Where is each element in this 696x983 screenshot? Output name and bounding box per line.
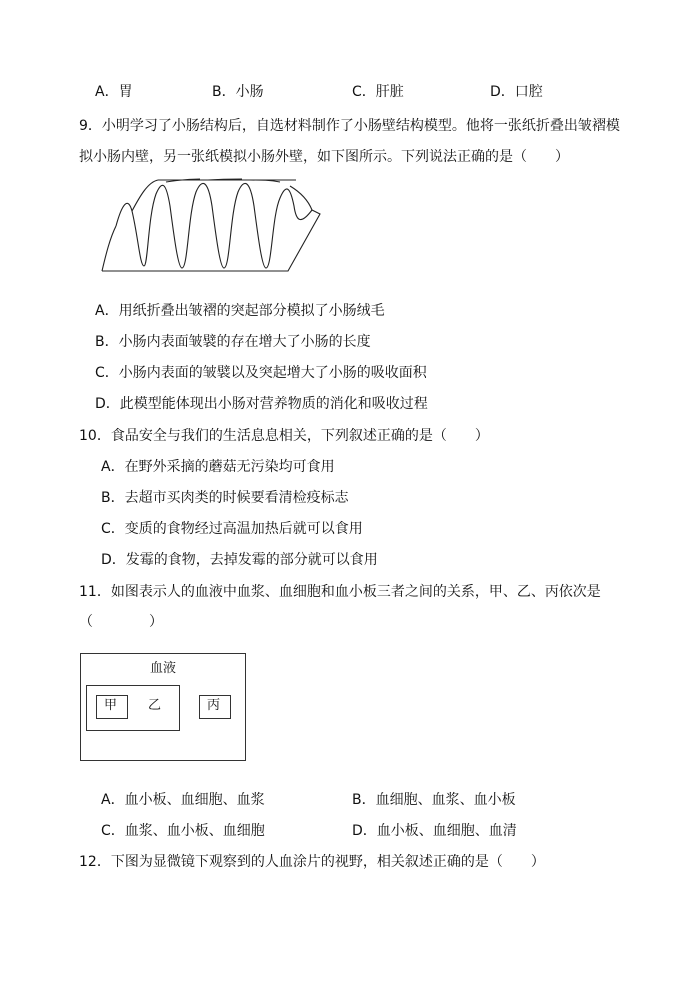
q9-option-b: B．小肠内表面皱襞的存在增大了小肠的长度 — [95, 334, 371, 350]
q10-option-b: B．去超市买肉类的时候要看清检疫标志 — [101, 490, 349, 506]
q9-option-d: D．此模型能体现出小肠对营养物质的消化和吸收过程 — [95, 396, 428, 412]
q12-stem: 12．下图为显微镜下观察到的人血涂片的视野，相关叙述正确的是（ ） — [79, 854, 545, 870]
q8-options — [95, 83, 595, 101]
q11-stem-line2: （ ） — [79, 614, 163, 630]
q9-option-a: A．用纸折叠出皱褶的突起部分模拟了小肠绒毛 — [95, 303, 385, 319]
q11-option-a: A．血小板、血细胞、血浆 — [101, 792, 265, 808]
q10-option-a: A．在野外采摘的蘑菇无污染均可食用 — [101, 459, 335, 475]
q8-option-d: D．口腔 — [490, 84, 543, 100]
bing-label: 丙 — [207, 698, 221, 713]
jia-label: 甲 — [104, 698, 118, 713]
q11-option-c: C．血浆、血小板、血细胞 — [101, 823, 265, 839]
q9-option-c: C．小肠内表面的皱襞以及突起增大了小肠的吸收面积 — [95, 365, 427, 381]
intestine-fold-model-figure — [100, 176, 340, 281]
q9-stem-line2: 拟小肠内壁，另一张纸模拟小肠外壁，如下图所示。下列说法正确的是（ ） — [79, 149, 569, 165]
q10-option-c: C．变质的食物经过高温加热后就可以食用 — [101, 521, 363, 537]
q10-option-d: D．发霉的食物，去掉发霉的部分就可以食用 — [101, 552, 378, 568]
q11-stem-line1: 11．如图表示人的血液中血浆、血细胞和血小板三者之间的关系，甲、乙、丙依次是 — [79, 584, 601, 600]
q10-stem: 10．食品安全与我们的生活息息相关，下列叙述正确的是（ ） — [79, 428, 489, 444]
q8-option-c: C．肝脏 — [352, 84, 404, 100]
q11-option-d: D．血小板、血细胞、血清 — [352, 823, 517, 839]
yi-label: 乙 — [148, 698, 162, 713]
q8-option-b: B．小肠 — [212, 84, 264, 100]
q8-option-a: A．胃 — [95, 84, 133, 100]
blood-label: 血液 — [150, 661, 177, 676]
q11-option-b: B．血细胞、血浆、血小板 — [352, 792, 516, 808]
q9-stem-line1: 9．小明学习了小肠结构后，自选材料制作了小肠壁结构模型。他将一张纸折叠出皱褶模 — [79, 118, 620, 134]
